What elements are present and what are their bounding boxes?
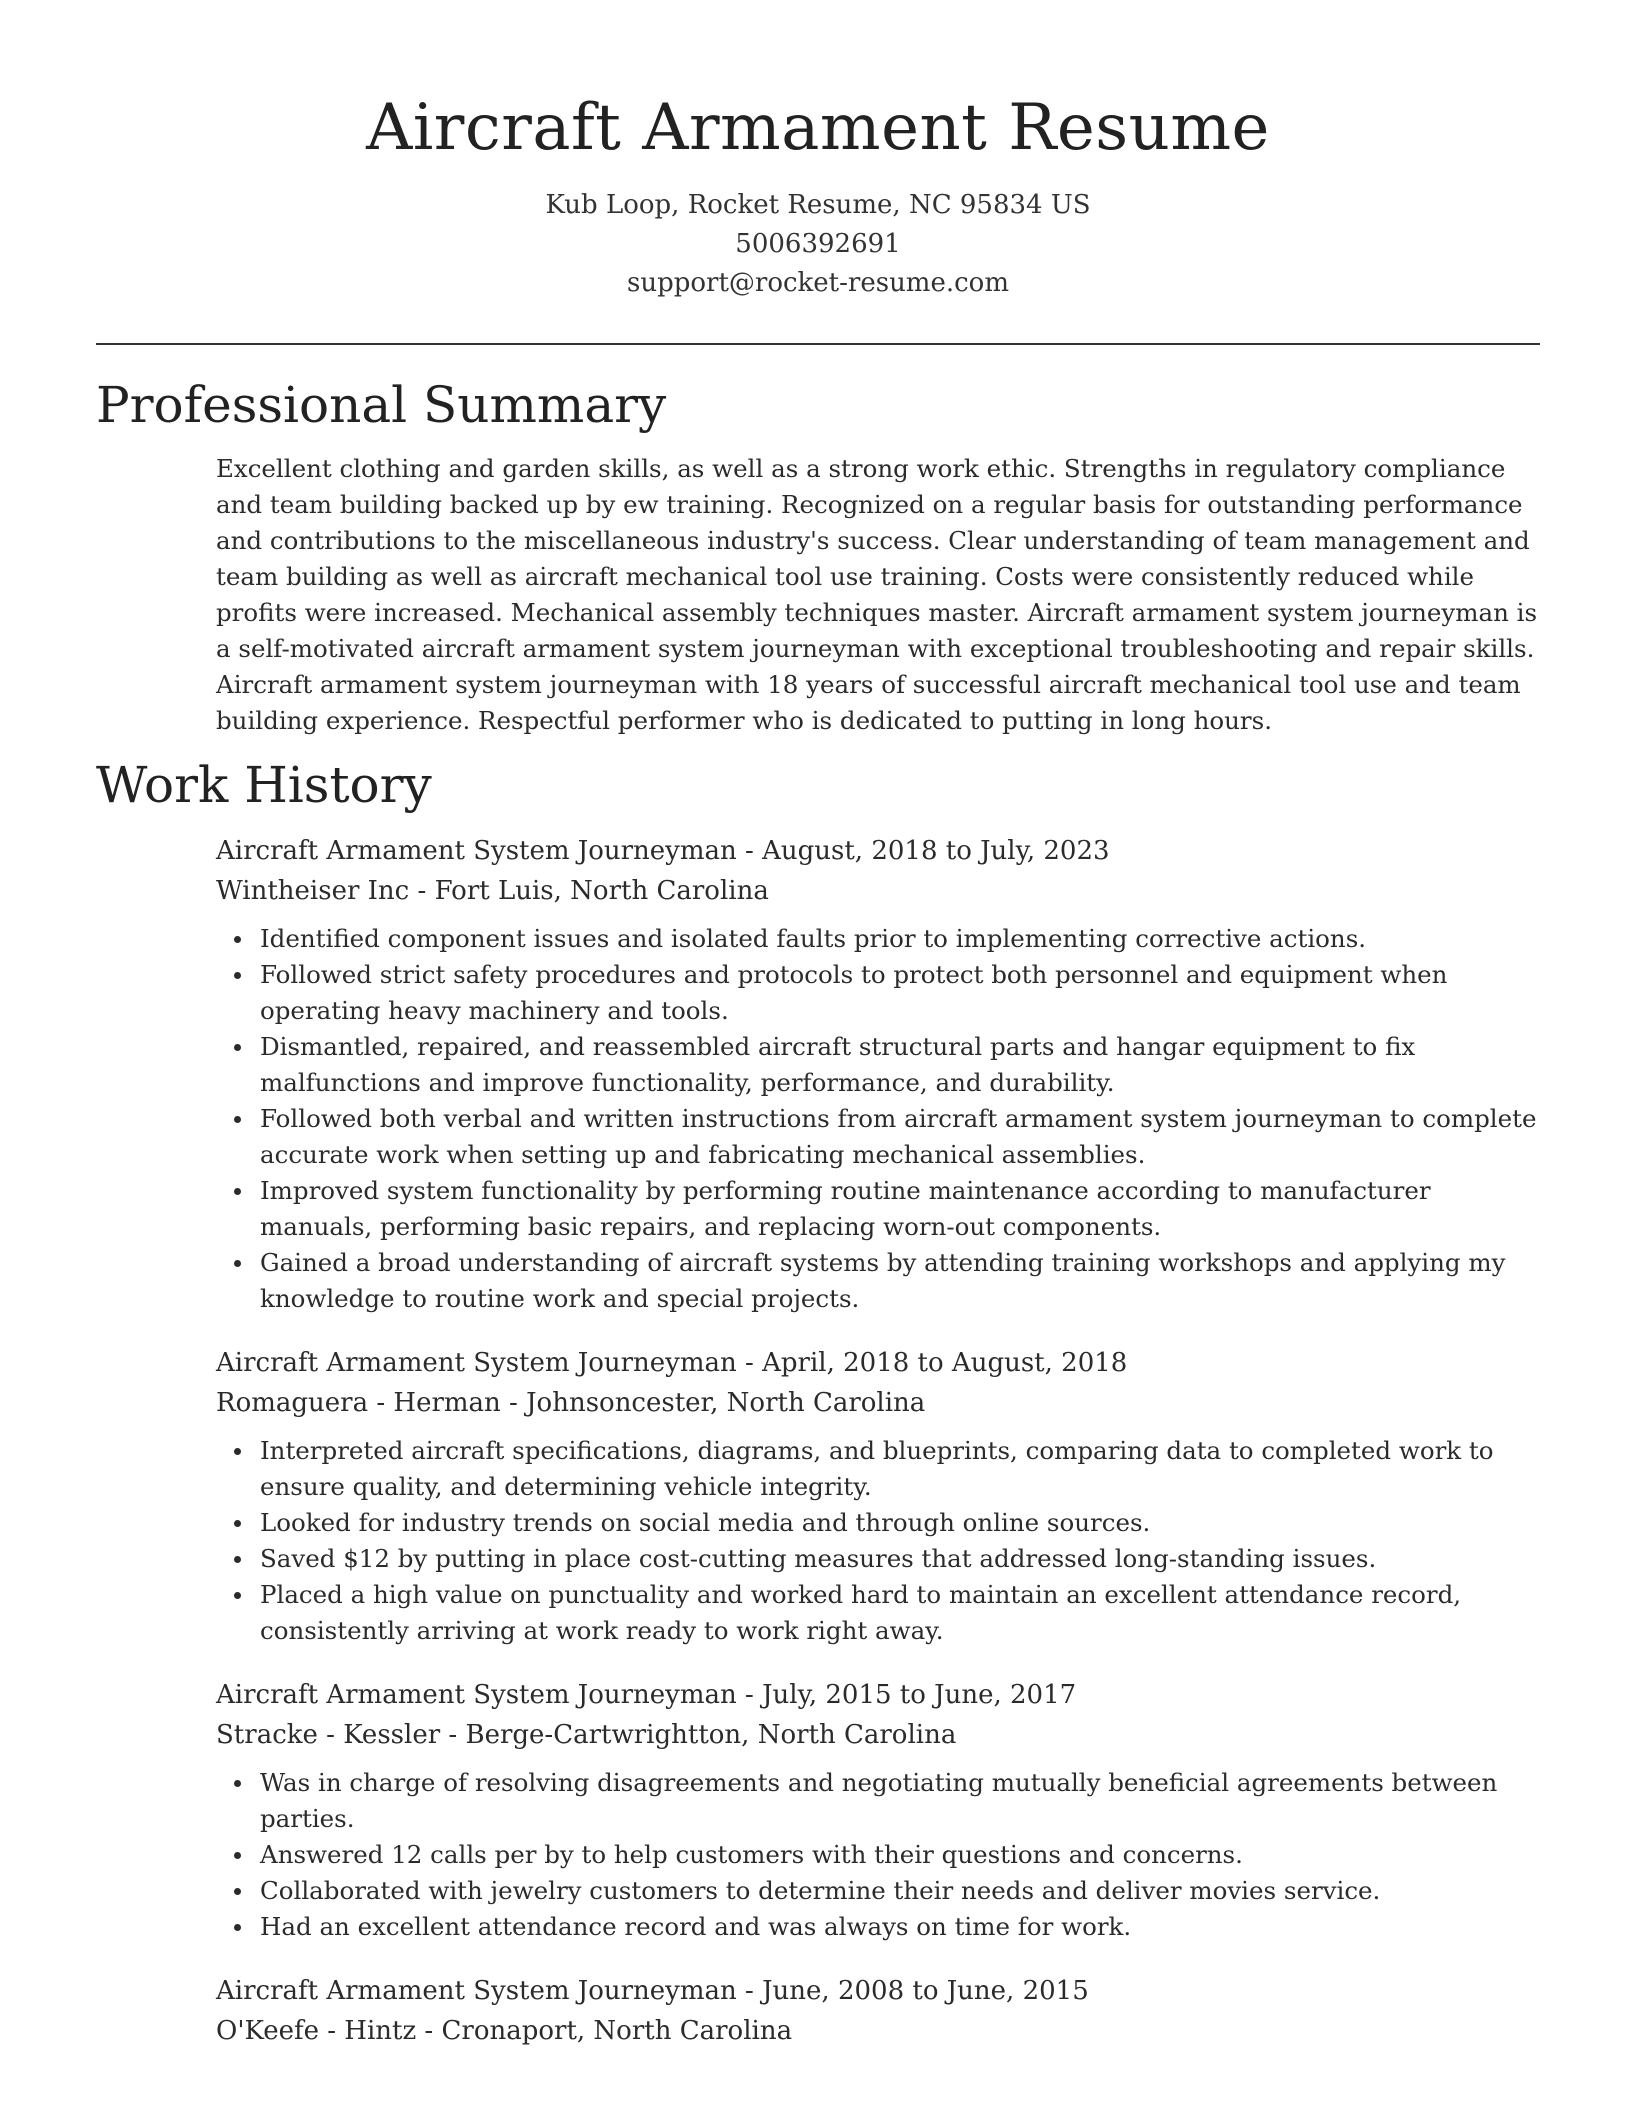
job-dates: July, 2015 to June, 2017 [762,1680,1077,1710]
job-entry [216,1971,1540,2051]
job-dates: August, 2018 to July, 2023 [762,836,1110,866]
job-bullet-item: Saved $12 by putting in place cost-cutting measures that addressed long-standing issues. [260,1541,1540,1577]
company-name: Stracke - Kessler [216,1720,441,1750]
job-title: Aircraft Armament System Journeyman [216,1976,737,2006]
company-name: O'Keefe - Hintz [216,2016,417,2046]
job-bullet-item: Had an excellent attendance record and was always on time for work. [260,1909,1540,1945]
job-location: Fort Luis, North Carolina [434,876,769,906]
title-date-separator: - [736,1348,763,1378]
title-date-separator: - [736,836,763,866]
job-bullet-item: Looked for industry trends on social media and through online sources. [260,1505,1540,1541]
job-title-line [216,1675,1540,1715]
job-bullet-item: Placed a high value on punctuality and worked hard to maintain an excellent attendance record, consistently arriving at work ready to work right away. [260,1577,1540,1649]
job-bullet-item: Interpreted aircraft specifications, diagrams, and blueprints, comparing data to completed work to ensure quality, and determining vehicle integrity. [260,1433,1540,1505]
company-location-separator: - [440,1720,466,1750]
title-date-separator: - [736,1680,763,1710]
job-company-line [216,1715,1540,1755]
work-history-heading: Work History [96,756,432,814]
job-title: Aircraft Armament System Journeyman [216,1680,737,1710]
job-bullet-item: Identified component issues and isolated faults prior to implementing corrective actions. [260,921,1540,957]
summary-heading: Professional Summary [96,376,667,434]
job-entry [216,1343,1540,1649]
job-title: Aircraft Armament System Journeyman [216,1348,737,1378]
work-history-section [96,753,1540,2051]
company-name: Wintheiser Inc [216,876,410,906]
job-location: Johnsoncester, North Carolina [526,1388,926,1418]
job-title-line [216,1971,1540,2011]
job-company-line [216,871,1540,911]
job-dates: June, 2008 to June, 2015 [762,1976,1089,2006]
job-bullets [216,1765,1540,1945]
job-bullets [216,1433,1540,1649]
title-date-separator: - [736,1976,763,2006]
job-bullet-item: Answered 12 calls per by to help customers with their questions and concerns. [260,1837,1540,1873]
header-divider [96,343,1540,345]
job-title: Aircraft Armament System Journeyman [216,836,737,866]
job-entry [216,1675,1540,1945]
job-title-line [216,831,1540,871]
job-bullet-item: Improved system functionality by performing routine maintenance according to manufacturer manuals, performing basic repairs, and replacing worn-out components. [260,1173,1540,1245]
company-name: Romaguera - Herman [216,1388,501,1418]
address: Kub Loop, Rocket Resume, NC 95834 US [545,190,1091,220]
resume-header [96,0,1540,303]
phone-number: 5006392691 [735,229,901,259]
summary-section [96,373,1540,739]
job-bullets [216,921,1540,1317]
company-location-separator: - [416,2016,442,2046]
job-dates: April, 2018 to August, 2018 [762,1348,1128,1378]
job-entry [216,831,1540,1317]
job-company-line [216,2011,1540,2051]
job-location: Berge-Cartwrightton, North Carolina [465,1720,957,1750]
job-location: Cronaport, North Carolina [441,2016,793,2046]
job-bullet-item: Gained a broad understanding of aircraft systems by attending training workshops and applying my knowledge to routine work and special projects. [260,1245,1540,1317]
job-bullet-item: Was in charge of resolving disagreements and negotiating mutually beneficial agreements between parties. [260,1765,1540,1837]
contact-info [96,186,1540,303]
job-bullet-item: Dismantled, repaired, and reassembled aircraft structural parts and hangar equipment to fix malfunctions and improve functionality, performance, and durability. [260,1029,1540,1101]
resume-title: Aircraft Armament Resume [366,91,1270,165]
company-location-separator: - [500,1388,527,1418]
company-location-separator: - [409,876,435,906]
job-title-line [216,1343,1540,1383]
jobs-list [216,831,1540,2051]
job-bullet-item: Followed both verbal and written instructions from aircraft armament system journeyman to complete accurate work when setting up and fabricating mechanical assemblies. [260,1101,1540,1173]
job-bullet-item: Collaborated with jewelry customers to determine their needs and deliver movies service. [260,1873,1540,1909]
email-address: support@rocket-resume.com [626,268,1009,298]
summary-text: Excellent clothing and garden skills, as well as a strong work ethic. Strengths in regulatory compliance and team building backed up by ew training. Recognized on a regular basis for outstanding performance and contributions to the miscellaneous industry's success. Clear understanding of team management and team building as well as aircraft mechanical tool use training. Costs were consistently reduced while profits were increased. Mechanical assembly techniques master. Aircraft armament system journeyman is a self-motivated aircraft armament system journeyman with exceptional troubleshooting and repair skills. Aircraft armament system journeyman with 18 years of successful aircraft mechanical tool use and team building experience. Respectful performer who is dedicated to putting in long hours. [216,454,1538,735]
job-company-line [216,1383,1540,1423]
job-bullet-item: Followed strict safety procedures and protocols to protect both personnel and equipment when operating heavy machinery and tools. [260,957,1540,1029]
resume-page [96,0,1540,2077]
